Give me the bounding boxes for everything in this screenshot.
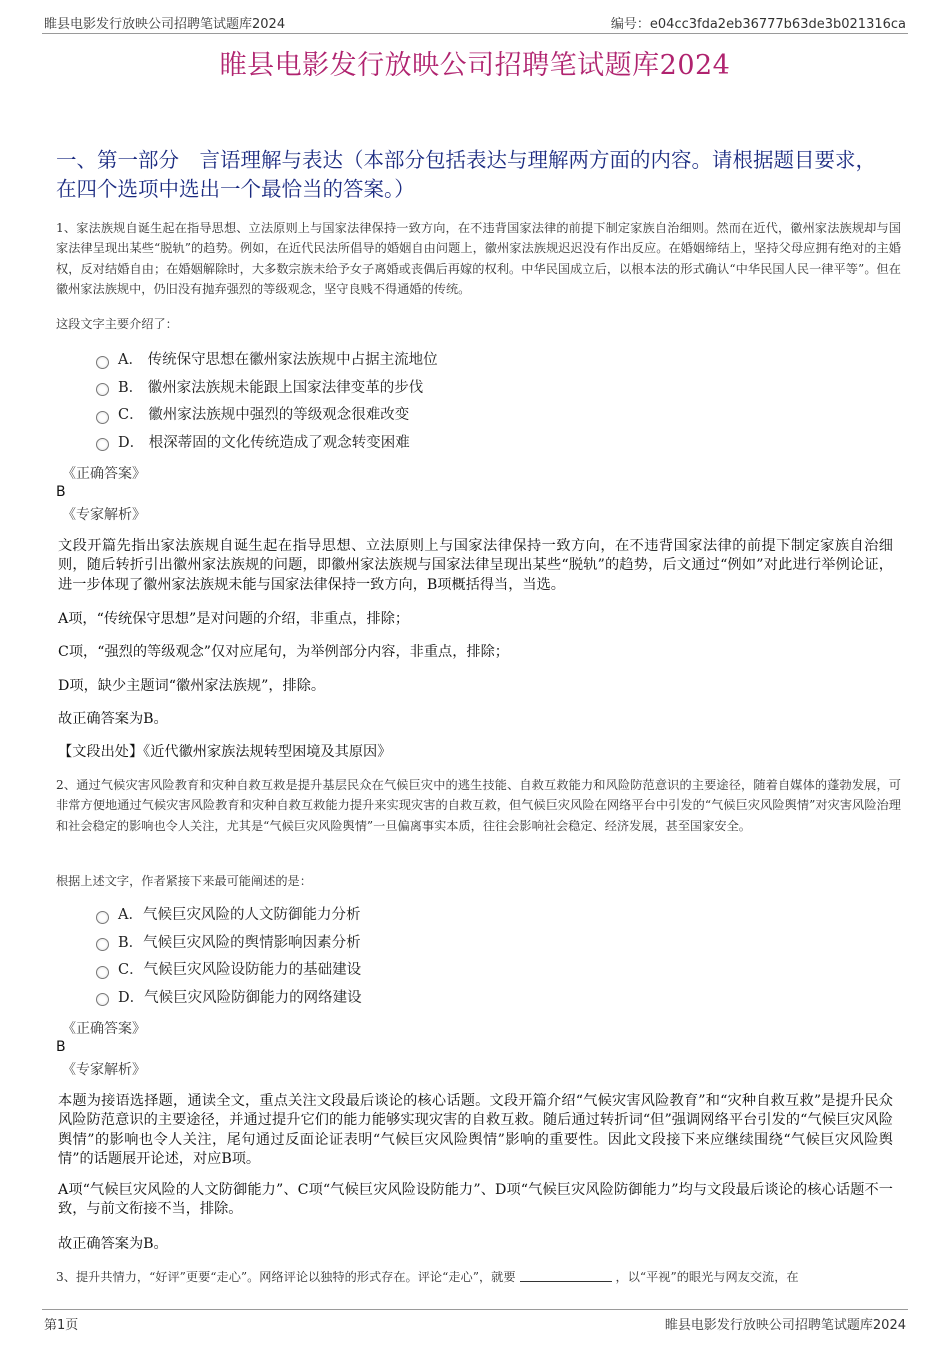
question-1-analysis-label: 《专家解析》: [62, 507, 146, 523]
question-1-options: [96, 345, 796, 455]
question-2-answer: B: [56, 1039, 66, 1055]
question-2-option-c[interactable]: [96, 955, 796, 983]
question-2-options: [96, 900, 796, 1010]
option-label: C．气候巨灾风险设防能力的基础建设: [118, 962, 362, 979]
radio-icon[interactable]: [96, 383, 109, 396]
page-number: 第1页: [44, 1318, 79, 1333]
header-doc-name: 睢县电影发行放映公司招聘笔试题库2024: [44, 17, 286, 32]
question-1-option-d[interactable]: [96, 428, 796, 456]
question-1-option-b[interactable]: [96, 373, 796, 401]
question-1-analysis-line: C项，“强烈的等级观念”仅对应尾句，为举例部分内容，非重点，排除；: [58, 644, 509, 660]
footer-doc-name: 睢县电影发行放映公司招聘笔试题库2024: [664, 1318, 906, 1333]
option-label: C． 徽州家法族规中强烈的等级观念很难改变: [118, 407, 410, 424]
radio-icon[interactable]: [96, 356, 109, 369]
radio-icon[interactable]: [96, 438, 109, 451]
question-1-text: 1、家法族规自诞生起在指导思想、立法原则上与国家法律保持一致方向，在不违背国家法律的前提下制定家族自治细则。然而在近代，徽州家法族规却与国家法律呈现出某些“脱轨”的趋势。例如，在近代民法所倡导的婚姻自由问题上，徽州家法族规迟迟没有作出反应。在婚姻缔结上，坚持父母应拥有绝对的主婚权，反对结婚自由；在婚姻解除时，大多数宗族未给予女子离婚或丧偶后再嫁的权利。中华民国成立后，以根本法的形式确认“中华民国人民一律平等”。但在徽州家法族规中，仍旧没有抛弃强烈的等级观念，坚守良贱不得通婚的传统。: [56, 221, 901, 296]
option-label: B．气候巨灾风险的舆情影响因素分析: [118, 934, 361, 951]
question-3-text-before: 3、提升共情力，“好评”更要“走心”。网络评论以独特的形式存在。评论“走心”，就要: [56, 1270, 516, 1284]
radio-icon[interactable]: [96, 938, 109, 951]
radio-icon[interactable]: [96, 993, 109, 1006]
header-doc-id: 编号：e04cc3fda2eb36777b63de3b021316ca: [610, 17, 906, 32]
question-2-analysis-label: 《专家解析》: [62, 1062, 146, 1078]
document-title: 睢县电影发行放映公司招聘笔试题库2024: [219, 50, 731, 81]
question-1-analysis-line: A项，“传统保守思想”是对问题的介绍，非重点，排除；: [58, 611, 410, 627]
option-label: D．气候巨灾风险防御能力的网络建设: [118, 989, 362, 1006]
question-1-option-c[interactable]: [96, 400, 796, 428]
question-1-option-a[interactable]: [96, 345, 796, 373]
question-1-source: 【文段出处】《近代徽州家族法规转型困境及其原因》: [58, 744, 392, 760]
footer-divider: [42, 1309, 908, 1310]
fill-in-blank: [520, 1281, 612, 1282]
question-2-analysis-options: A项“气候巨灾风险的人文防御能力”、C项“气候巨灾风险设防能力”、D项“气候巨灾风险防御能力”均与文段最后谈论的核心话题不一致，与前文衔接不当，排除。: [58, 1182, 893, 1218]
option-label: A． 传统保守思想在徽州家法族规中占据主流地位: [118, 352, 438, 369]
radio-icon[interactable]: [96, 966, 109, 979]
header-divider: [42, 33, 908, 34]
question-3-text-after: ，以“平视”的眼光与网友交流，在: [615, 1270, 799, 1284]
question-1-answer: B: [56, 484, 66, 500]
question-1-analysis-line: D项，缺少主题词“徽州家法族规”，排除。: [58, 678, 326, 694]
option-label: A．气候巨灾风险的人文防御能力分析: [118, 907, 361, 924]
question-1-conclusion: 故正确答案为B。: [58, 711, 168, 727]
question-2-option-b[interactable]: [96, 928, 796, 956]
question-2-conclusion: 故正确答案为B。: [58, 1236, 168, 1252]
question-3-text: [56, 1268, 799, 1285]
question-2-text: 2、通过气候灾害风险教育和灾种自救互救是提升基层民众在气候巨灾中的逃生技能、自救互救能力和风险防范意识的主要途径，随着自媒体的蓬勃发展，可非常方便地通过气候灾害风险教育和灾种自救互救能力提升来实现灾害的自救互救，但气候巨灾风险在网络平台中引发的“气候巨灾风险舆情”对灾害风险治理和社会稳定的影响也令人关注，尤其是“气候巨灾风险舆情”一旦偏离事实本质，往往会影响社会稳定、经济发展，甚至国家安全。: [56, 778, 901, 833]
radio-icon[interactable]: [96, 911, 109, 924]
question-2-analysis: 本题为接语选择题，通读全文，重点关注文段最后谈论的核心话题。文段开篇介绍“气候灾害风险教育”和“灾种自救互救”是提升民众风险防范意识的主要途径，并通过提升它们的能力能够实现灾害的自救互救。随后通过转折词“但”强调网络平台引发的“气候巨灾风险舆情”的影响也令人关注，尾句通过反面论证表明“气候巨灾风险舆情”影响的重要性。因此文段接下来应继续围绕“气候巨灾风险舆情”的话题展开论述，对应B项。: [58, 1093, 893, 1167]
question-2-answer-label: 《正确答案》: [62, 1021, 146, 1037]
radio-icon[interactable]: [96, 411, 109, 424]
question-2-option-d[interactable]: [96, 983, 796, 1011]
question-1-prompt: 这段文字主要介绍了：: [56, 317, 178, 331]
section-heading: 一、第一部分 言语理解与表达（本部分包括表达与理解两方面的内容。请根据题目要求，在四个选项中选出一个最恰当的答案。）: [56, 148, 876, 201]
question-2-option-a[interactable]: [96, 900, 796, 928]
question-2-prompt: 根据上述文字，作者紧接下来最可能阐述的是：: [56, 874, 312, 888]
option-label: B． 徽州家法族规未能跟上国家法律变革的步伐: [118, 379, 424, 396]
question-1-analysis: 文段开篇先指出家法族规自诞生起在指导思想、立法原则上与国家法律保持一致方向，在不违背国家法律的前提下制定家族自治细则，随后转折引出徽州家法族规的问题，即徽州家法族规与国家法律呈现出某些“脱轨”的趋势，后文通过“例如”对此进行举例论证，进一步体现了徽州家法族规未能与国家法律保持一致方向，B项概括得当，当选。: [58, 538, 893, 593]
question-1-answer-label: 《正确答案》: [62, 466, 146, 482]
option-label: D． 根深蒂固的文化传统造成了观念转变困难: [118, 434, 410, 451]
